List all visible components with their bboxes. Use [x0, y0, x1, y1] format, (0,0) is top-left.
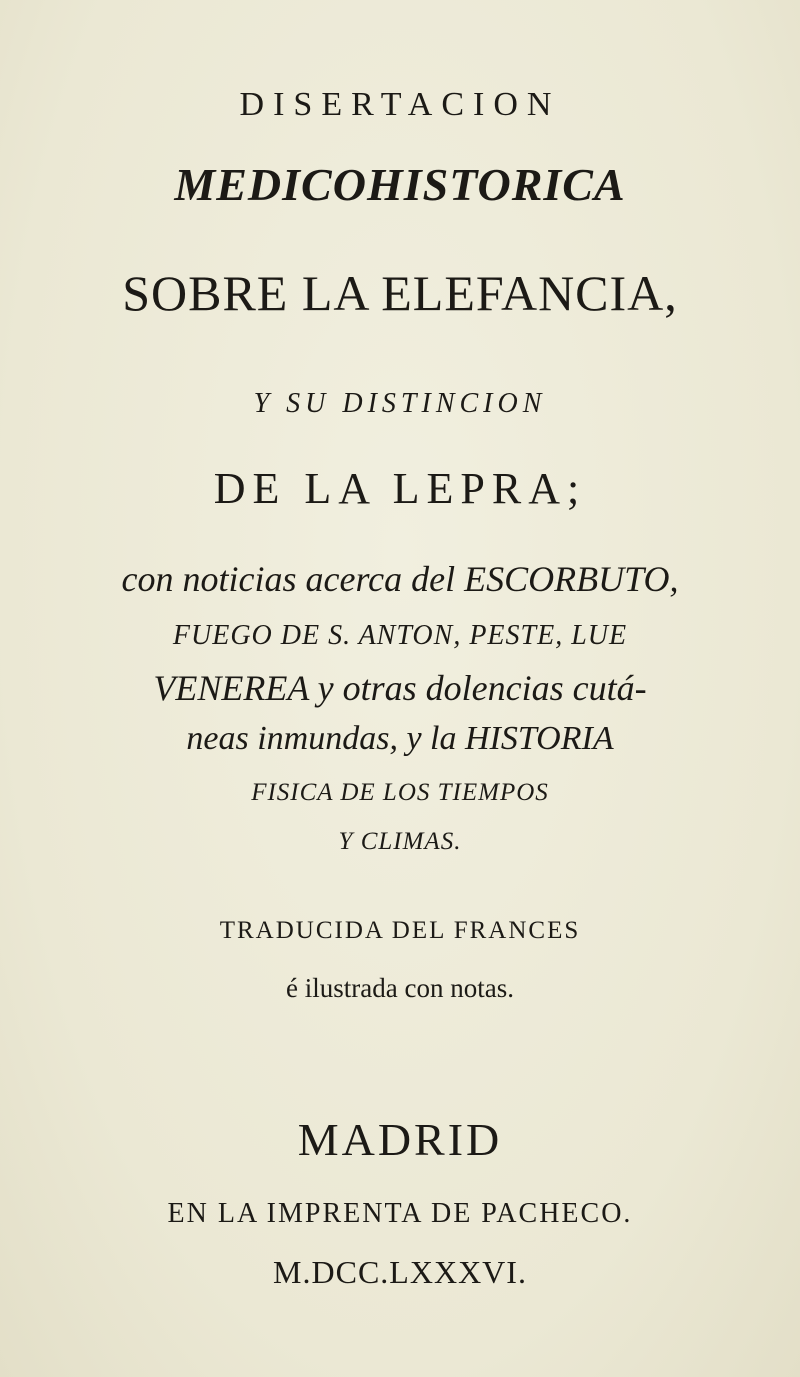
title-line-disertacion: DISERTACION — [239, 86, 561, 123]
title-line-medicohistorica: MEDICOHISTORICA — [174, 159, 626, 210]
title-line-y-su-distincion: Y SU DISTINCION — [253, 388, 547, 419]
illustration-note: é ilustrada con notas. — [286, 973, 514, 1003]
subtitle-line-2: FUEGO DE S. ANTON, PESTE, LUE — [172, 620, 628, 651]
title-line-de-la-lepra: DE LA LEPRA; — [213, 464, 587, 513]
imprint-year: M.DCC.LXXXVI. — [273, 1254, 527, 1290]
subtitle-line-5: FISICA DE LOS TIEMPOS — [251, 779, 549, 806]
imprint-printer: EN LA IMPRENTA DE PACHECO. — [167, 1198, 633, 1229]
title-line-sobre-la-elefancia: SOBRE LA ELEFANCIA, — [122, 265, 678, 321]
subtitle-line-6: Y CLIMAS. — [338, 828, 462, 855]
imprint-place: MADRID — [297, 1114, 503, 1165]
subtitle-line-1: con noticias acerca del ESCORBUTO, — [121, 559, 679, 599]
subtitle-line-3: VENEREA y otras dolencias cutá- — [153, 668, 647, 708]
translation-note: TRADUCIDA DEL FRANCES — [219, 917, 581, 944]
subtitle-line-4: neas inmundas, y la HISTORIA — [186, 720, 614, 757]
